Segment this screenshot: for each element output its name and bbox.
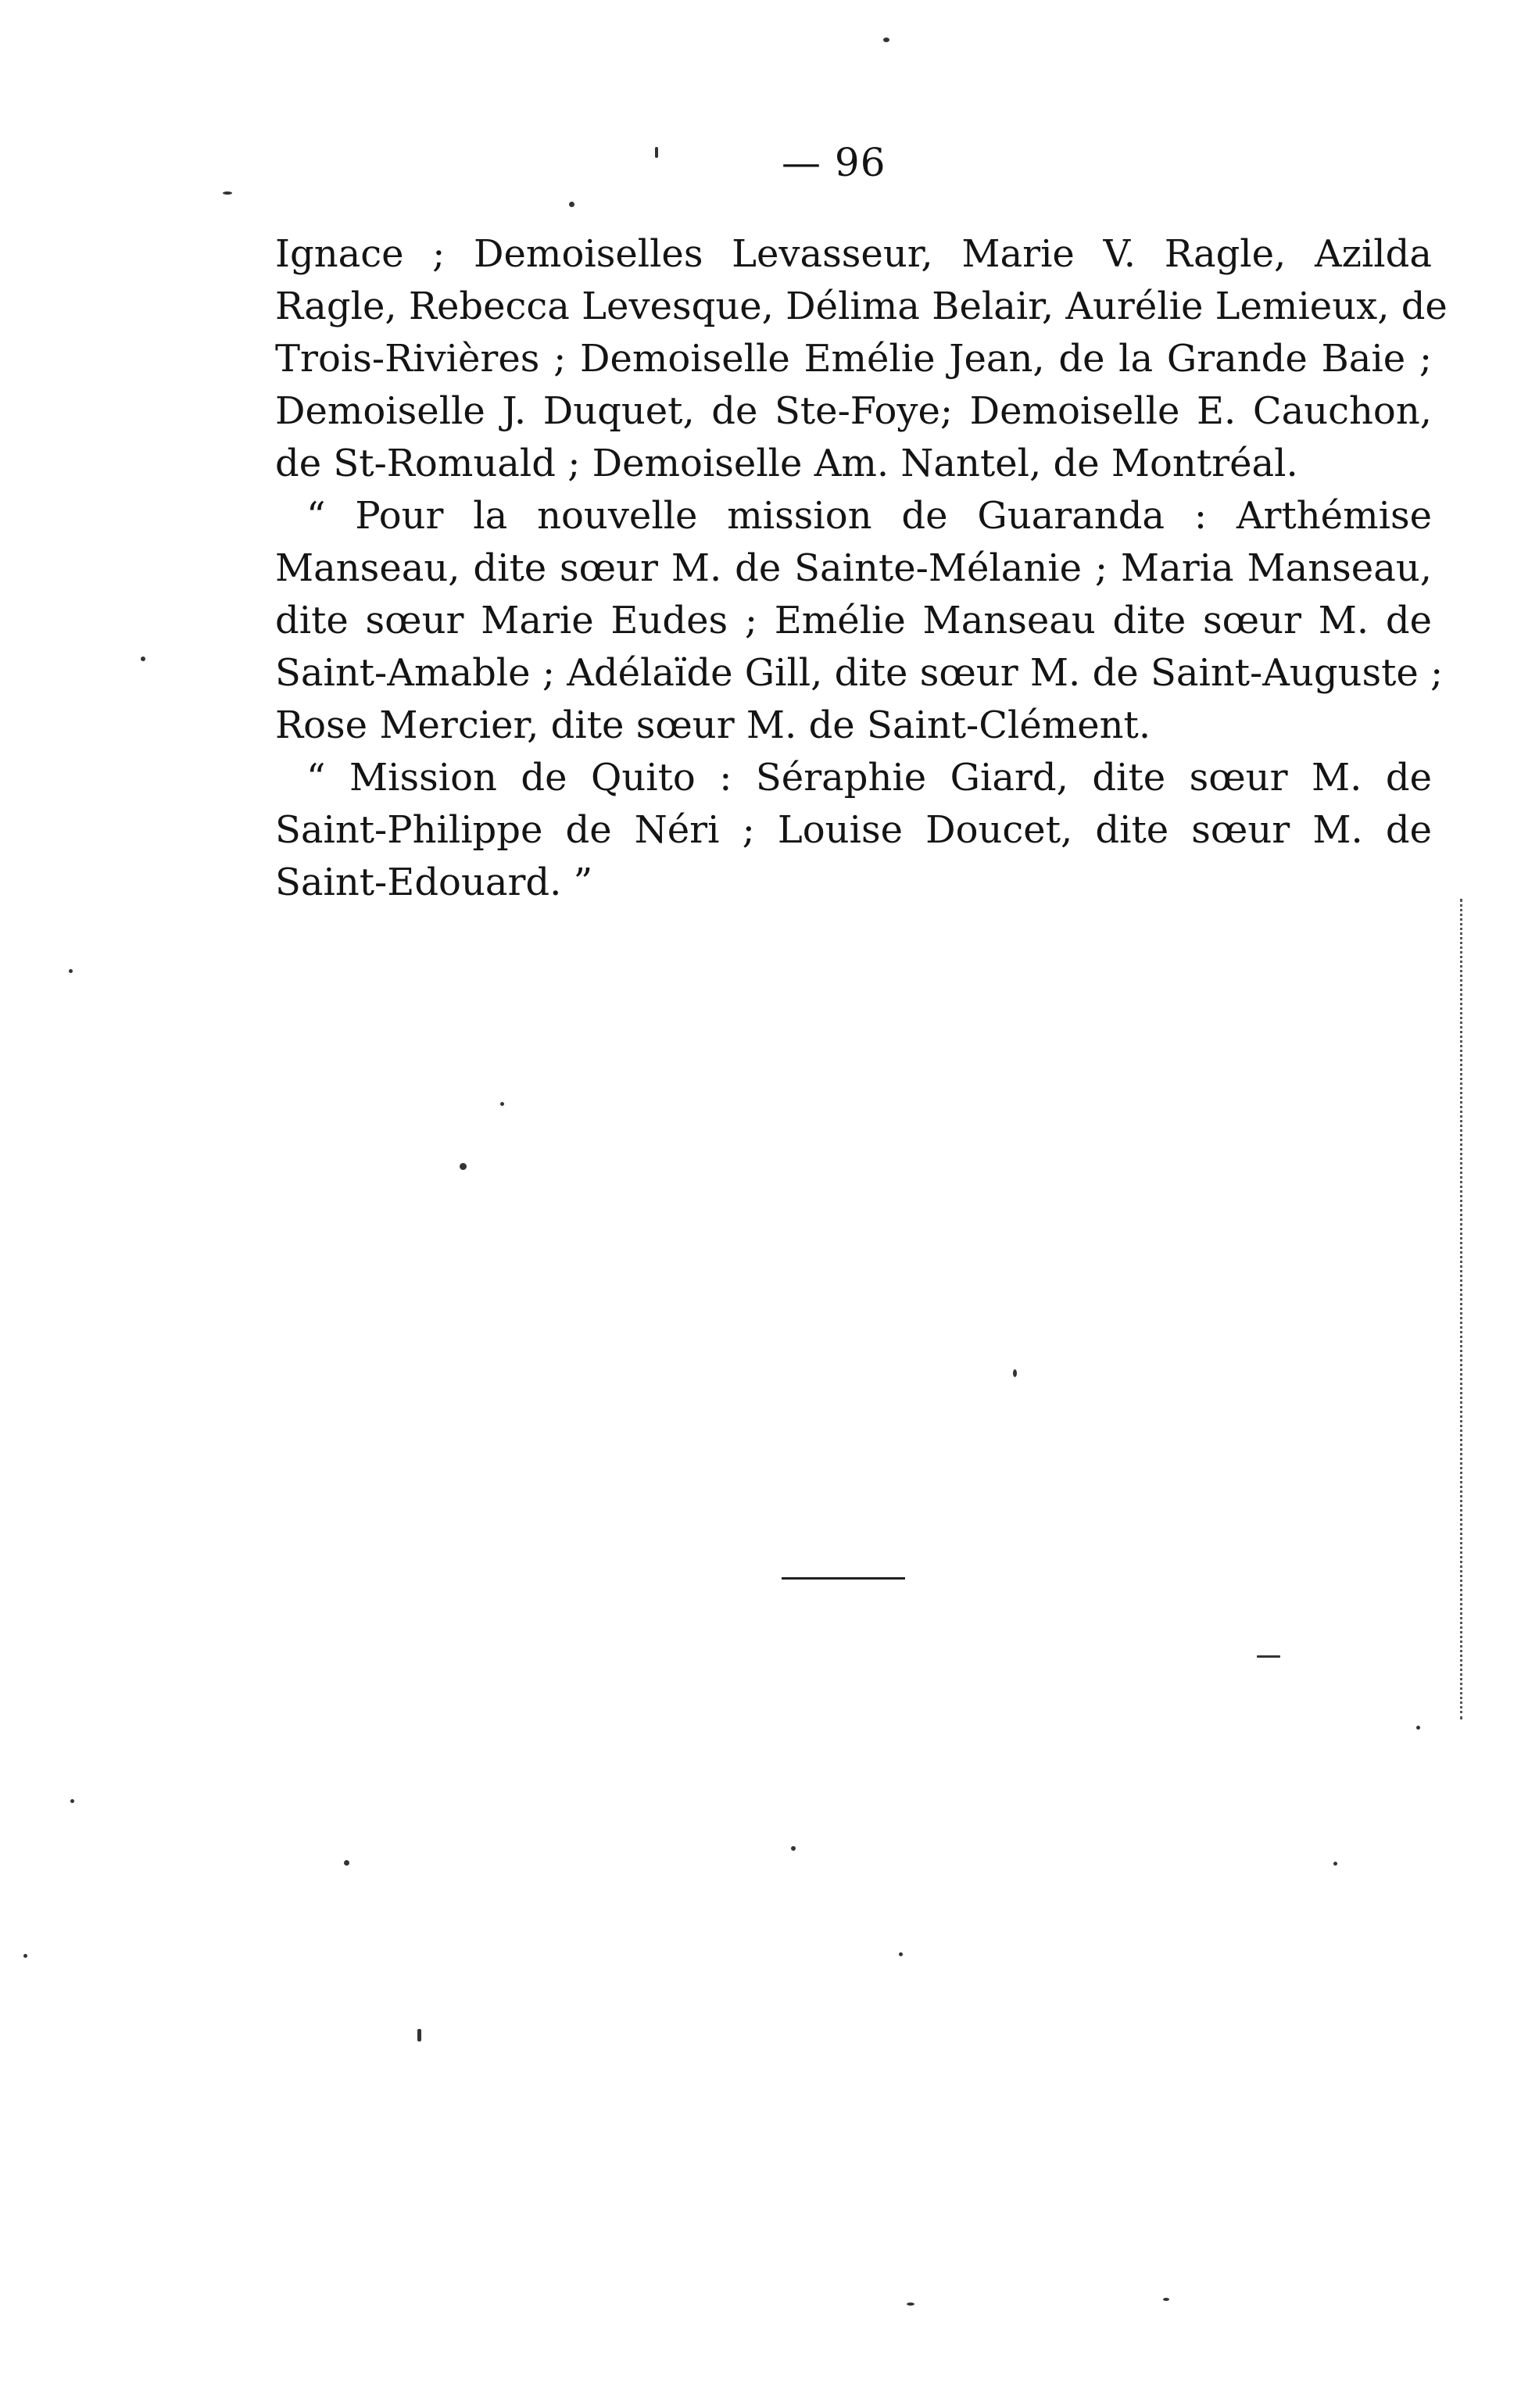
text-line: Ignace ; Demoiselles Levasseur, Marie V. Ragle, Azilda — [275, 232, 1432, 276]
scan-speck — [1013, 1369, 1017, 1377]
scan-speck — [1163, 2298, 1169, 2301]
scan-speck — [69, 969, 73, 973]
scan-speck — [70, 1799, 74, 1803]
scan-speck — [883, 38, 889, 42]
scan-speck — [500, 1102, 504, 1106]
scan-speck — [460, 1163, 467, 1170]
text-line: “ Mission de Quito : Séraphie Giard, dite sœur M. de — [306, 756, 1432, 800]
scan-speck — [223, 191, 232, 195]
body-text — [275, 228, 1448, 909]
text-line: Demoiselle J. Duquet, de Ste-Foye; Demoiselle E. Cauchon, — [275, 389, 1432, 433]
text-line: Saint-Philippe de Néri ; Louise Doucet, dite sœur M. de — [275, 808, 1432, 852]
scan-speck — [907, 2302, 914, 2306]
scan-speck — [655, 147, 658, 158]
scan-speck — [1257, 1655, 1280, 1658]
end-rule — [782, 1577, 905, 1580]
scan-speck — [1416, 1726, 1420, 1730]
scan-speck — [23, 1954, 27, 1958]
scan-speck — [569, 202, 574, 207]
scan-speck — [791, 1846, 796, 1851]
text-line: Saint-Amable ; Adélaïde Gill, dite sœur M. de Saint-Auguste ; — [275, 651, 1444, 695]
text-line: “ Pour la nouvelle mission de Guaranda : Arthémise — [306, 494, 1432, 538]
scan-speck — [344, 1860, 349, 1866]
scan-speck — [899, 1952, 903, 1956]
margin-scan-edge — [1460, 899, 1462, 1719]
scan-speck — [417, 2029, 421, 2041]
text-line: dite sœur Marie Eudes ; Emélie Manseau dite sœur M. de — [275, 599, 1432, 642]
scan-speck — [1333, 1862, 1337, 1866]
text-line: Rose Mercier, dite sœur M. de Saint-Clément. — [275, 703, 1151, 747]
text-line: Manseau, dite sœur M. de Sainte-Mélanie ; Maria Manseau, — [275, 546, 1432, 590]
page-number: — 96 — [782, 140, 886, 185]
scan-speck — [141, 657, 145, 661]
text-line: Saint-Edouard. ” — [275, 861, 593, 904]
text-line: Trois-Rivières ; Demoiselle Emélie Jean, de la Grande Baie ; — [275, 337, 1432, 381]
text-line: Ragle, Rebecca Levesque, Délima Belair, Aurélie Lemieux, de — [275, 284, 1448, 328]
text-line: de St-Romuald ; Demoiselle Am. Nantel, de Montréal. — [275, 442, 1298, 485]
